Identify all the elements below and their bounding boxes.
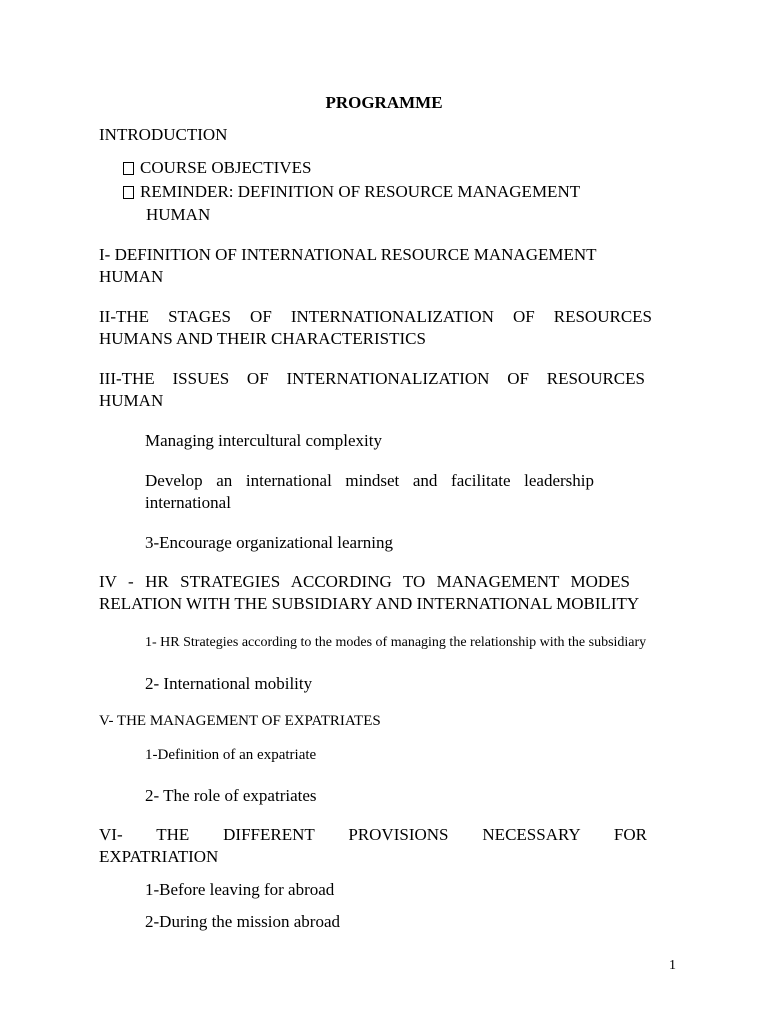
- section-2-line-2: HUMANS AND THEIR CHARACTERISTICS: [99, 329, 426, 348]
- checkbox-icon: [123, 162, 134, 175]
- section-3-line-1: III-THE ISSUES OF INTERNATIONALIZATION OF RESOURCES: [99, 369, 645, 388]
- section-1-line-1: I- DEFINITION OF INTERNATIONAL RESOURCE MANAGEMENT: [99, 245, 597, 264]
- intro-item-reminder-cont: HUMAN: [146, 205, 211, 224]
- section-4-item-2: 2- International mobility: [145, 674, 313, 693]
- intro-item-course-objectives: COURSE OBJECTIVES: [123, 157, 311, 179]
- section-6-line-1: VI- THE DIFFERENT PROVISIONS NECESSARY FOR: [99, 825, 647, 844]
- section-5-item-1: 1-Definition of an expatriate: [145, 747, 317, 763]
- section-3-line-2: HUMAN: [99, 391, 164, 410]
- section-2-line-1: II-THE STAGES OF INTERNATIONALIZATION OF RESOURCES: [99, 307, 652, 326]
- section-3-item-1: Managing intercultural complexity: [145, 431, 382, 450]
- page-title: PROGRAMME: [325, 93, 443, 112]
- section-3-item-2-line-1: Develop an international mindset and facilitate leadership: [145, 471, 594, 490]
- page-number: 1: [669, 958, 676, 973]
- section-4-line-2: RELATION WITH THE SUBSIDIARY AND INTERNATIONAL MOBILITY: [99, 594, 640, 613]
- section-4-line-1: IV - HR STRATEGIES ACCORDING TO MANAGEMENT MODES: [99, 572, 630, 591]
- section-3-item-3: 3-Encourage organizational learning: [145, 533, 393, 552]
- section-6-line-2: EXPATRIATION: [99, 847, 219, 866]
- section-5-item-2: 2- The role of expatriates: [145, 786, 317, 805]
- section-4-item-1: 1- HR Strategies according to the modes of managing the relationship with the subsidiary: [145, 635, 647, 650]
- section-5-heading: V- THE MANAGEMENT OF EXPATRIATES: [99, 713, 381, 729]
- checkbox-icon: [123, 186, 134, 199]
- section-6-item-2: 2-During the mission abroad: [145, 912, 340, 931]
- section-6-item-1: 1-Before leaving for abroad: [145, 880, 335, 899]
- intro-item-reminder: REMINDER: DEFINITION OF RESOURCE MANAGEMENT: [123, 181, 580, 203]
- introduction-heading: INTRODUCTION: [99, 125, 228, 144]
- section-3-item-2-line-2: international: [145, 493, 231, 512]
- section-1-line-2: HUMAN: [99, 267, 164, 286]
